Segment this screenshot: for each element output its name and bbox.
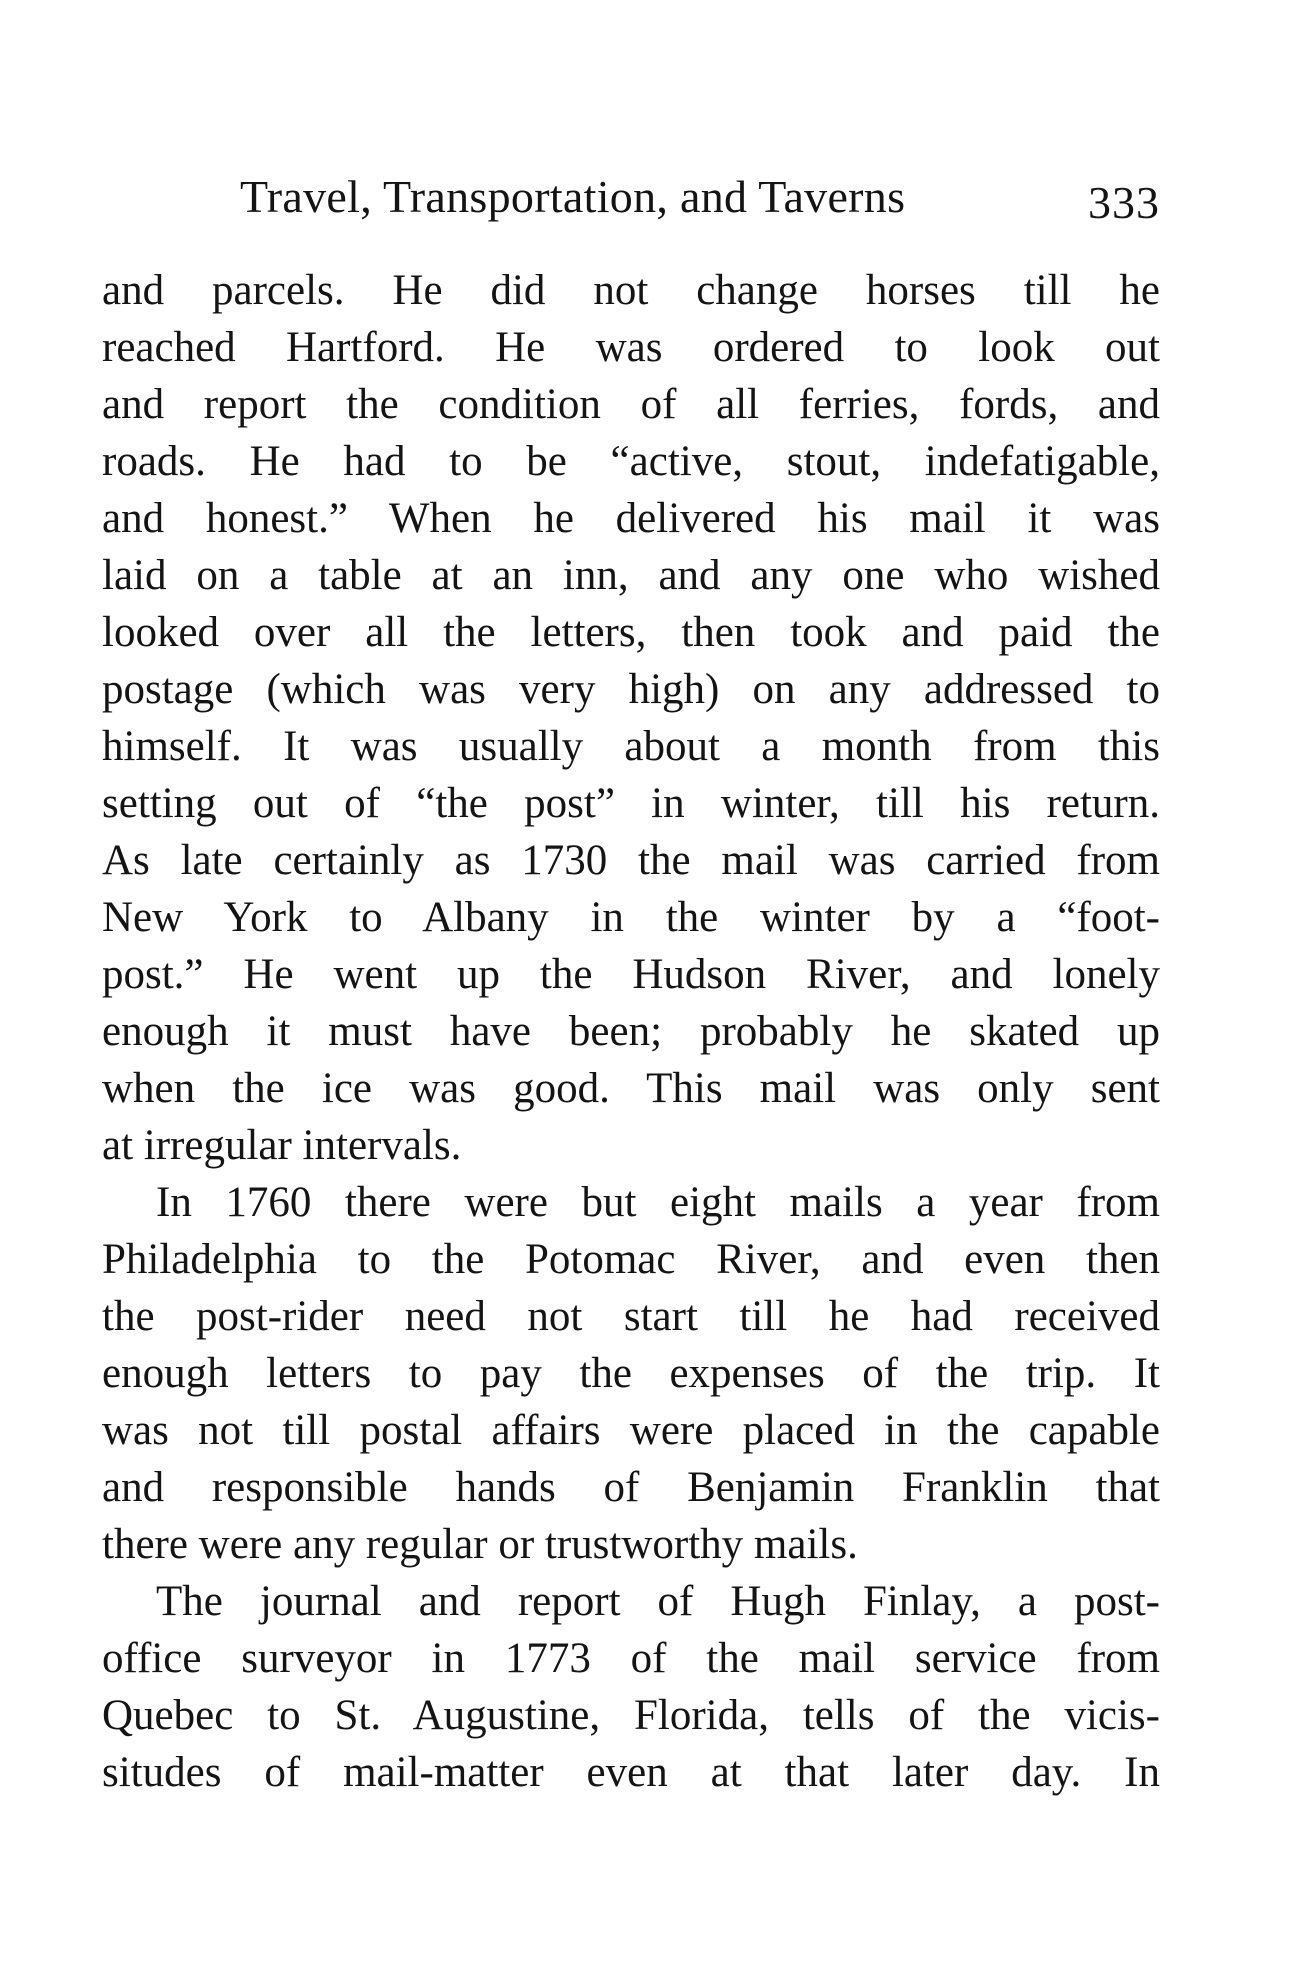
running-head <box>240 162 1160 232</box>
text-line: office surveyor in 1773 of the mail service from <box>102 1635 1160 1682</box>
text-line: looked over all the letters, then took and paid the <box>102 609 1160 656</box>
running-head-title: Travel, Transportation, and Taverns <box>240 171 906 222</box>
text-line: when the ice was good. This mail was only sent <box>102 1065 1160 1112</box>
paragraph-start-line: The journal and report of Hugh Finlay, a post- <box>156 1578 1160 1625</box>
body-text <box>102 262 1160 1801</box>
paragraph-end-line: at irregular intervals. <box>102 1122 462 1169</box>
text-line: laid on a table at an inn, and any one who wished <box>102 552 1160 599</box>
text-line: and parcels. He did not change horses till he <box>102 267 1160 314</box>
text-line: Philadelphia to the Potomac River, and even then <box>102 1236 1160 1283</box>
text-line: roads. He had to be “active, stout, indefatigable, <box>102 438 1160 485</box>
paragraph-end-line: there were any regular or trustworthy mails. <box>102 1521 858 1568</box>
page-number: 333 <box>1088 177 1160 228</box>
text-line: and responsible hands of Benjamin Franklin that <box>102 1464 1160 1511</box>
text-line: was not till postal affairs were placed in the capable <box>102 1407 1160 1454</box>
paragraph-start-line: In 1760 there were but eight mails a year from <box>156 1179 1160 1226</box>
text-line: enough it must have been; probably he skated up <box>102 1008 1160 1055</box>
text-line: and report the condition of all ferries, fords, and <box>102 381 1160 428</box>
text-line: situdes of mail-matter even at that later day. In <box>102 1749 1160 1796</box>
text-line: As late certainly as 1730 the mail was carried from <box>102 837 1160 884</box>
text-line: the post-rider need not start till he had received <box>102 1293 1160 1340</box>
text-line: New York to Albany in the winter by a “foot- <box>102 894 1160 941</box>
text-line: Quebec to St. Augustine, Florida, tells of the vicis- <box>102 1692 1160 1739</box>
text-line: reached Hartford. He was ordered to look out <box>102 324 1160 371</box>
text-line: himself. It was usually about a month from this <box>102 723 1160 770</box>
text-line: setting out of “the post” in winter, till his return. <box>102 780 1160 827</box>
text-line: enough letters to pay the expenses of the trip. It <box>102 1350 1160 1397</box>
text-line: postage (which was very high) on any addressed to <box>102 666 1160 713</box>
text-line: and honest.” When he delivered his mail it was <box>102 495 1160 542</box>
text-line: post.” He went up the Hudson River, and lonely <box>102 951 1160 998</box>
